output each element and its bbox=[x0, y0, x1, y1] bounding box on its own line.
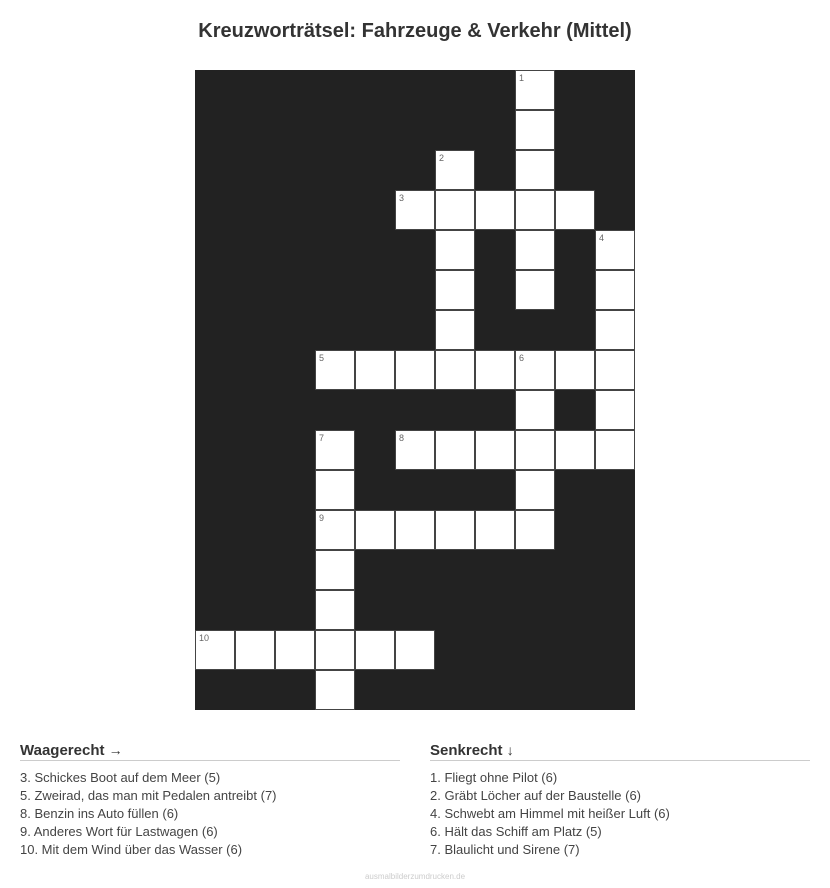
grid-cell[interactable] bbox=[395, 630, 435, 670]
clue-number: 4 bbox=[599, 233, 605, 243]
grid-cell[interactable] bbox=[435, 230, 475, 270]
clue-down-7: 7. Blaulicht und Sirene (7) bbox=[430, 842, 580, 857]
grid-cell[interactable] bbox=[315, 590, 355, 630]
clue-across-8: 8. Benzin ins Auto füllen (6) bbox=[20, 806, 179, 821]
clue-number: 8 bbox=[399, 433, 405, 443]
grid-cell[interactable] bbox=[235, 630, 275, 670]
arrow-right-icon: → bbox=[108, 742, 123, 758]
clue-down-2: 2. Gräbt Löcher auf der Baustelle (6) bbox=[430, 788, 642, 803]
clue-number: 5 bbox=[319, 353, 325, 363]
grid-cell[interactable] bbox=[515, 70, 555, 110]
clue-down-1: 1. Fliegt ohne Pilot (6) bbox=[430, 770, 558, 785]
clue-number: 7 bbox=[319, 433, 325, 443]
across-heading-label: Waagerecht bbox=[20, 742, 105, 759]
grid-cell[interactable] bbox=[355, 350, 395, 390]
grid-cell[interactable] bbox=[595, 390, 635, 430]
grid-cell[interactable] bbox=[275, 630, 315, 670]
grid-cell[interactable] bbox=[515, 150, 555, 190]
grid-cell[interactable] bbox=[435, 270, 475, 310]
clue-across-5: 5. Zweirad, das man mit Pedalen antreibt (7) bbox=[20, 788, 277, 803]
down-clues bbox=[430, 742, 810, 859]
grid-cell[interactable] bbox=[475, 350, 515, 390]
grid-cell[interactable] bbox=[355, 510, 395, 550]
site-credit: ausmalbilderzumdrucken.de bbox=[364, 872, 466, 881]
grid-cell[interactable] bbox=[595, 270, 635, 310]
clue-down-4: 4. Schwebt am Himmel mit heißer Luft (6) bbox=[430, 806, 670, 821]
clue-number: 3 bbox=[399, 193, 405, 203]
grid-cell[interactable] bbox=[395, 430, 435, 470]
clue-across-3: 3. Schickes Boot auf dem Meer (5) bbox=[20, 770, 221, 785]
grid-cell[interactable] bbox=[515, 510, 555, 550]
grid-cell[interactable] bbox=[315, 510, 355, 550]
grid-cell[interactable] bbox=[395, 510, 435, 550]
grid-cell[interactable] bbox=[515, 230, 555, 270]
grid-cell[interactable] bbox=[515, 390, 555, 430]
grid-cell[interactable] bbox=[355, 630, 395, 670]
grid-cell[interactable] bbox=[435, 430, 475, 470]
crossword-grid bbox=[195, 70, 635, 710]
grid-cell[interactable] bbox=[515, 110, 555, 150]
clue-number: 10 bbox=[199, 633, 210, 643]
grid-cell[interactable] bbox=[555, 350, 595, 390]
grid-cell[interactable] bbox=[435, 510, 475, 550]
grid-cell[interactable] bbox=[315, 430, 355, 470]
clue-number: 9 bbox=[319, 513, 325, 523]
grid-cell[interactable] bbox=[515, 270, 555, 310]
grid-cell[interactable] bbox=[315, 550, 355, 590]
grid-cell[interactable] bbox=[475, 510, 515, 550]
grid-cell[interactable] bbox=[435, 190, 475, 230]
grid-cell[interactable] bbox=[595, 310, 635, 350]
grid-cell[interactable] bbox=[195, 630, 235, 670]
arrow-down-icon: ↓ bbox=[506, 742, 514, 758]
grid-cell[interactable] bbox=[315, 630, 355, 670]
grid-cell[interactable] bbox=[515, 430, 555, 470]
clue-number: 2 bbox=[439, 153, 445, 163]
grid-cell[interactable] bbox=[435, 310, 475, 350]
page-title: Kreuzworträtsel: Fahrzeuge & Verkehr (Mittel) bbox=[198, 20, 632, 42]
grid-cell[interactable] bbox=[515, 190, 555, 230]
down-heading-label: Senkrecht bbox=[430, 742, 503, 759]
grid-cell[interactable] bbox=[515, 470, 555, 510]
grid-cell[interactable] bbox=[435, 150, 475, 190]
grid-cell[interactable] bbox=[475, 190, 515, 230]
grid-cell[interactable] bbox=[395, 350, 435, 390]
grid-cell[interactable] bbox=[555, 190, 595, 230]
across-heading bbox=[20, 742, 400, 761]
grid-cell[interactable] bbox=[515, 350, 555, 390]
clue-across-9: 9. Anderes Wort für Lastwagen (6) bbox=[20, 824, 218, 839]
across-clues bbox=[20, 742, 400, 859]
clue-number: 6 bbox=[519, 353, 525, 363]
grid-cell[interactable] bbox=[315, 470, 355, 510]
grid-cell[interactable] bbox=[315, 350, 355, 390]
grid-cell[interactable] bbox=[555, 430, 595, 470]
grid-cell[interactable] bbox=[595, 350, 635, 390]
clue-number: 1 bbox=[519, 73, 525, 83]
clue-down-6: 6. Hält das Schiff am Platz (5) bbox=[430, 824, 602, 839]
grid-cell[interactable] bbox=[435, 350, 475, 390]
grid-cell[interactable] bbox=[595, 430, 635, 470]
clue-across-10: 10. Mit dem Wind über das Wasser (6) bbox=[20, 842, 243, 857]
grid-cell[interactable] bbox=[315, 670, 355, 710]
grid-cell[interactable] bbox=[395, 190, 435, 230]
down-heading bbox=[430, 742, 810, 761]
grid-cell[interactable] bbox=[475, 430, 515, 470]
grid-cell[interactable] bbox=[595, 230, 635, 270]
